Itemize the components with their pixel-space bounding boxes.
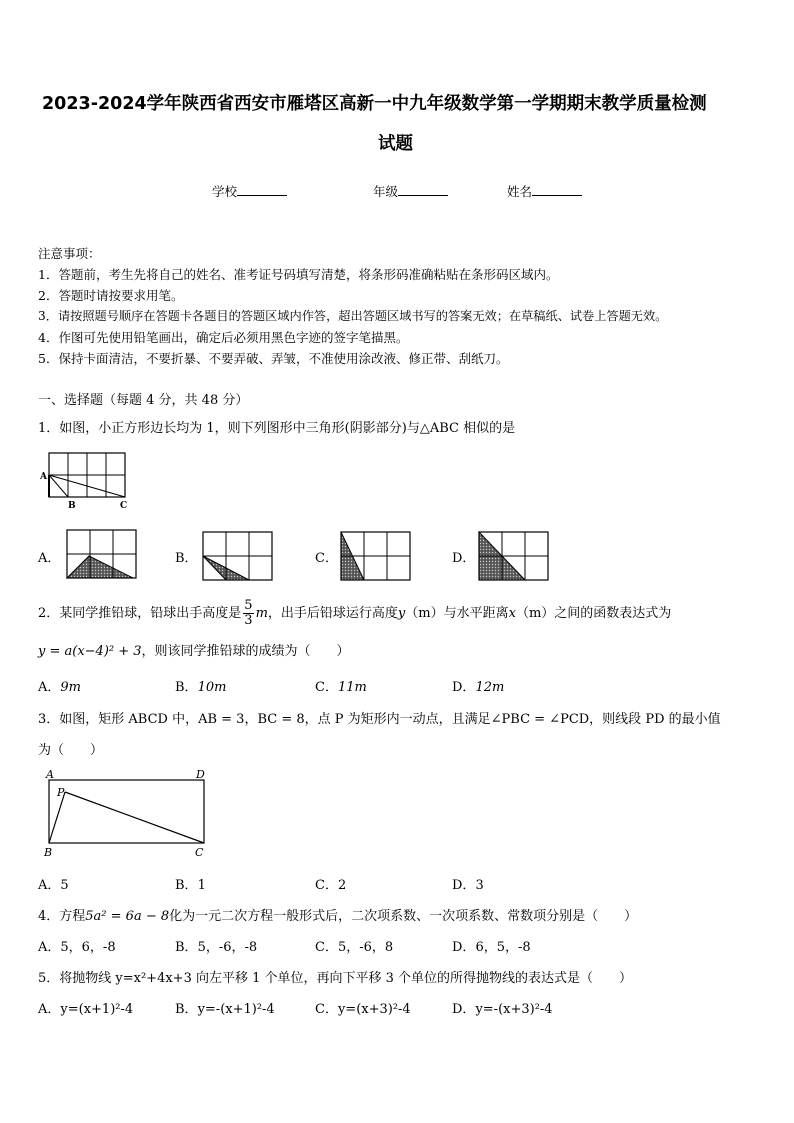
- note-item: 5．保持卡面清洁，不要折暴、不要弄破、弄皱，不准使用涂改液、修正带、刮纸刀。: [38, 351, 509, 366]
- q5-option-c[interactable]: C．y=(x+3)²-4: [315, 1002, 411, 1017]
- q5-option-a[interactable]: A．y=(x+1)²-4: [38, 1002, 134, 1017]
- q3-label-b: B: [44, 846, 53, 859]
- q3-label-p: P: [57, 786, 65, 799]
- q3-label-c: C: [195, 846, 204, 859]
- q1-option-a-label[interactable]: A．: [38, 551, 61, 566]
- notes-heading: 注意事项：: [38, 246, 101, 261]
- q3-stem-line2: 为（ ）: [38, 743, 104, 758]
- q1-option-c-label[interactable]: C．: [315, 551, 338, 566]
- school-field[interactable]: [212, 182, 287, 200]
- page-title-line2: 试题: [378, 134, 413, 154]
- q4-stem: 4．方程5a² = 6a − 8化为一元二次方程一般形式后，二次项系数、一次项系数、常数项分别是（ ）: [38, 909, 638, 924]
- name-label: 姓名: [507, 184, 533, 199]
- q3-stem-line1: 3．如图，矩形 ABCD 中，AB = 3，BC = 8，点 P 为矩形内一动点，且满足∠PBC = ∠PCD，则线段 PD 的最小值: [38, 712, 721, 727]
- q4-option-c[interactable]: C．5，-6，8: [315, 940, 394, 955]
- q1-label-c: C: [120, 501, 128, 511]
- q2-option-a[interactable]: A．9m: [38, 680, 81, 695]
- q1-option-d-figure[interactable]: [476, 527, 550, 585]
- note-item: 2．答题时请按要求用笔。: [38, 288, 184, 303]
- q4-option-d[interactable]: D．6，5，-8: [452, 940, 531, 955]
- page-title: 2023-2024学年陕西省西安市雁塔区高新一中九年级数学第一学期期末教学质量检测: [42, 94, 707, 114]
- q4-option-b[interactable]: B．5，-6，-8: [175, 940, 258, 955]
- grade-label: 年级: [373, 184, 399, 199]
- grade-blank[interactable]: [398, 183, 448, 196]
- q1-option-b-label[interactable]: B．: [175, 551, 198, 566]
- q4-option-a[interactable]: A．5，6，-8: [38, 940, 116, 955]
- q2-option-c[interactable]: C．11m: [315, 680, 367, 695]
- q3-option-a[interactable]: A．5: [38, 878, 69, 893]
- q1-label-a: A: [40, 472, 47, 482]
- q1-option-d-label[interactable]: D．: [452, 551, 476, 566]
- q5-option-b[interactable]: B．y=-(x+1)²-4: [175, 1002, 275, 1017]
- school-label: 学校: [212, 184, 238, 199]
- q3-option-b[interactable]: B．1: [175, 878, 206, 893]
- q5-option-d[interactable]: D．y=-(x+3)²-4: [452, 1002, 553, 1017]
- q1-option-a-figure[interactable]: [64, 527, 138, 581]
- note-item: 1．答题前，考生先将自己的姓名、准考证号码填写清楚，将条形码准确粘贴在条形码区域内。: [38, 267, 559, 282]
- q3-label-d: D: [196, 768, 205, 781]
- q1-figure: [38, 448, 138, 514]
- name-field[interactable]: [507, 182, 582, 200]
- q5-stem: 5．将抛物线 y=x²+4x+3 向左平移 1 个单位，再向下平移 3 个单位的所得抛物线的表达式是（ ）: [38, 971, 633, 986]
- q3-figure: [38, 766, 216, 862]
- name-blank[interactable]: [532, 183, 582, 196]
- note-item: 3．请按照题号顺序在答题卡各题目的答题区域内作答，超出答题区域书写的答案无效；在草稿纸、试卷上答题无效。: [38, 309, 668, 323]
- grade-field[interactable]: [373, 182, 448, 200]
- q2-option-b[interactable]: B．10m: [175, 680, 227, 695]
- q1-option-b-figure[interactable]: [200, 527, 274, 585]
- note-item: 4．作图可先使用铅笔画出，确定后必须用黑色字迹的签字笔描黑。: [38, 330, 409, 345]
- q1-stem: 1．如图，小正方形边长均为 1，则下列图形中三角形(阴影部分)与△ABC 相似的是: [38, 421, 516, 436]
- q1-label-b: B: [68, 501, 76, 511]
- q3-option-c[interactable]: C．2: [315, 878, 347, 893]
- section-heading: 一、选择题（每题 4 分，共 48 分）: [38, 393, 249, 408]
- q2-option-d[interactable]: D．12m: [452, 680, 505, 695]
- q2-fraction: $\frac{5}{3}$: [244, 598, 253, 628]
- q2-stem-line2: y = a(x−4)² + 3，则该同学推铅球的成绩为（ ）: [38, 644, 350, 659]
- q3-label-a: A: [46, 768, 54, 781]
- q1-option-c-figure[interactable]: [338, 527, 412, 585]
- q3-option-d[interactable]: D．3: [452, 878, 484, 893]
- q2-stem-line1: 2．某同学推铅球，铅球出手高度是 $\frac{5}{3}$ m，出手后铅球运行高度y（m）与水平距离x（m）之间的函数表达式为: [38, 598, 672, 628]
- school-blank[interactable]: [237, 183, 287, 196]
